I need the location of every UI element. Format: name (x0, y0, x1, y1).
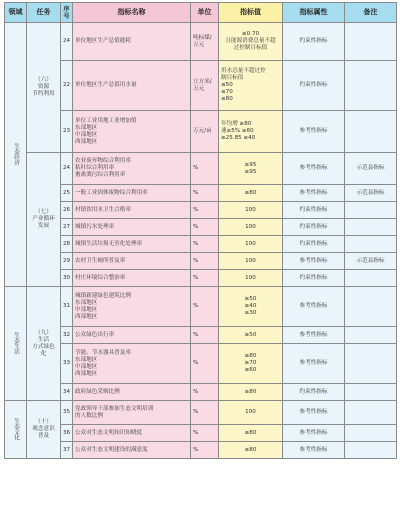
task-9: （九） 生活 方式绿色 化 (27, 287, 61, 401)
row-attr: 参考性指标 (283, 185, 345, 202)
row-target: ≥80 (219, 185, 283, 202)
row-target: 100 (219, 202, 283, 219)
row-attr: 约束性指标 (283, 23, 345, 61)
table-row (5, 23, 397, 61)
row-target: 100 (219, 219, 283, 236)
row-target: ≥80 ≥70 ≥60 (219, 344, 283, 384)
header-task: 任务 (27, 3, 61, 23)
row-target: ≥80 (219, 442, 283, 459)
table-row (5, 153, 397, 185)
row-name: 单位地区生产总值能耗 (73, 23, 191, 61)
row-name: 单位地区生产总值用水量 (73, 61, 191, 111)
row-note (345, 287, 397, 327)
row-unit: % (191, 219, 219, 236)
row-name: 一般工业固体废物综合利用率 (73, 185, 191, 202)
row-target: 用水总量不超过控 制目标值 ≤50 ≤70 ≤80 (219, 61, 283, 111)
row-attr: 参考性指标 (283, 327, 345, 344)
row-attr: 约束性指标 (283, 384, 345, 401)
row-no: 35 (61, 401, 73, 425)
header-target: 指标值 (219, 3, 283, 23)
row-note (345, 236, 397, 253)
row-unit: 万元/亩 (191, 111, 219, 153)
row-note (345, 111, 397, 153)
row-attr: 参考性指标 (283, 442, 345, 459)
row-unit: % (191, 270, 219, 287)
row-attr: 约束性指标 (283, 61, 345, 111)
row-no: 31 (61, 287, 73, 327)
row-unit: % (191, 344, 219, 384)
row-name: 节能、节水器具普及率 东部地区 中部地区 西部地区 (73, 344, 191, 384)
table-row (5, 384, 397, 401)
row-note (345, 384, 397, 401)
row-no: 27 (61, 219, 73, 236)
table-row (5, 219, 397, 236)
row-note: 示范县指标 (345, 253, 397, 270)
row-unit: % (191, 401, 219, 425)
row-target: ≥80 (219, 425, 283, 442)
row-target: 100 (219, 253, 283, 270)
table-row (5, 287, 397, 327)
table-row (5, 111, 397, 153)
table-row (5, 442, 397, 459)
row-attr: 约束性指标 (283, 270, 345, 287)
row-target: 100 (219, 270, 283, 287)
row-no: 29 (61, 253, 73, 270)
row-unit: % (191, 185, 219, 202)
row-no: 24 (61, 153, 73, 185)
row-note (345, 219, 397, 236)
row-unit: % (191, 253, 219, 270)
row-attr: 参考性指标 (283, 111, 345, 153)
table-row (5, 253, 397, 270)
row-attr: 参考性指标 (283, 153, 345, 185)
row-note (345, 23, 397, 61)
row-note (345, 61, 397, 111)
row-no: 22 (61, 61, 73, 111)
row-target: 年均增 ≥80 速≥5% ≥60 ≥25.85 ≥40 (219, 111, 283, 153)
row-unit: % (191, 425, 219, 442)
row-name: 公众对生态文明知识知晓度 (73, 425, 191, 442)
row-no: 25 (61, 185, 73, 202)
row-no: 23 (61, 111, 73, 153)
header-name: 指标名称 (73, 3, 191, 23)
row-unit: 吨标煤/万元 (191, 23, 219, 61)
row-target: ≥50 ≥40 ≥30 (219, 287, 283, 327)
field-economy: 生态经济 (5, 23, 27, 287)
row-target: 100 (219, 401, 283, 425)
row-no: 30 (61, 270, 73, 287)
row-unit: % (191, 287, 219, 327)
row-note: 示范县指标 (345, 153, 397, 185)
field-life: 生态生活 (5, 287, 27, 401)
row-note (345, 270, 397, 287)
task-10: （十） 观念意识 普及 (27, 401, 61, 459)
row-name: 党政领导干部参加生态文明培训 的人数比例 (73, 401, 191, 425)
header-unit: 单位 (191, 3, 219, 23)
row-name: 政府绿色采购比例 (73, 384, 191, 401)
row-no: 26 (61, 202, 73, 219)
indicator-table (4, 2, 397, 459)
row-note (345, 344, 397, 384)
row-attr: 参考性指标 (283, 401, 345, 425)
row-note (345, 202, 397, 219)
table-row (5, 401, 397, 425)
table-row (5, 270, 397, 287)
row-name: 公众对生态文明建设的满意度 (73, 442, 191, 459)
row-attr: 参考性指标 (283, 344, 345, 384)
table-row (5, 61, 397, 111)
field-culture: 生态文化 (5, 401, 27, 459)
row-unit: % (191, 202, 219, 219)
row-no: 33 (61, 344, 73, 384)
row-target: ≥95 ≥95 (219, 153, 283, 185)
row-unit: % (191, 327, 219, 344)
header-no: 序号 (61, 3, 73, 23)
row-attr: 约束性指标 (283, 202, 345, 219)
row-name: 农村卫生厕所普及率 (73, 253, 191, 270)
row-name: 公众绿色出行率 (73, 327, 191, 344)
row-target: ≤0.70 且能源消费总量不超 过控制目标值 (219, 23, 283, 61)
table-row (5, 236, 397, 253)
row-name: 城镇生活垃圾无害化处理率 (73, 236, 191, 253)
row-note (345, 401, 397, 425)
row-unit: % (191, 236, 219, 253)
row-name: 单位工业用地工业增加值 东部地区 中部地区 西部地区 (73, 111, 191, 153)
row-note (345, 327, 397, 344)
row-attr: 约束性指标 (283, 236, 345, 253)
table-row (5, 202, 397, 219)
row-unit: % (191, 442, 219, 459)
row-note (345, 425, 397, 442)
header-row (5, 3, 397, 23)
row-name: 农业废弃物综合利用率 秸秆综合利用率 畜禽粪污综合利用率 (73, 153, 191, 185)
row-note: 示范县指标 (345, 185, 397, 202)
table-row (5, 425, 397, 442)
row-no: 37 (61, 442, 73, 459)
row-no: 34 (61, 384, 73, 401)
row-attr: 参考性指标 (283, 425, 345, 442)
row-unit: % (191, 384, 219, 401)
table-row (5, 185, 397, 202)
table-row (5, 344, 397, 384)
row-no: 28 (61, 236, 73, 253)
row-attr: 约束性指标 (283, 219, 345, 236)
task-6: （六） 资源 节约利用 (27, 23, 61, 153)
header-attr: 指标属性 (283, 3, 345, 23)
row-name: 村镇饮用水卫生合格率 (73, 202, 191, 219)
row-target: ≥80 (219, 384, 283, 401)
row-target: ≥50 (219, 327, 283, 344)
row-attr: 参考性指标 (283, 287, 345, 327)
row-name: 村庄环境综合整治率 (73, 270, 191, 287)
header-note: 备注 (345, 3, 397, 23)
row-no: 24 (61, 23, 73, 61)
table-row (5, 327, 397, 344)
row-no: 32 (61, 327, 73, 344)
row-attr: 参考性指标 (283, 253, 345, 270)
row-note (345, 442, 397, 459)
task-7: （七） 产业循环 发展 (27, 153, 61, 287)
row-target: 100 (219, 236, 283, 253)
row-name: 城镇污水处理率 (73, 219, 191, 236)
row-unit: % (191, 153, 219, 185)
row-name: 城镇新建绿色建筑比例 东部地区 中部地区 西部地区 (73, 287, 191, 327)
row-unit: 立方米/ 万元 (191, 61, 219, 111)
row-no: 36 (61, 425, 73, 442)
header-field: 领域 (5, 3, 27, 23)
